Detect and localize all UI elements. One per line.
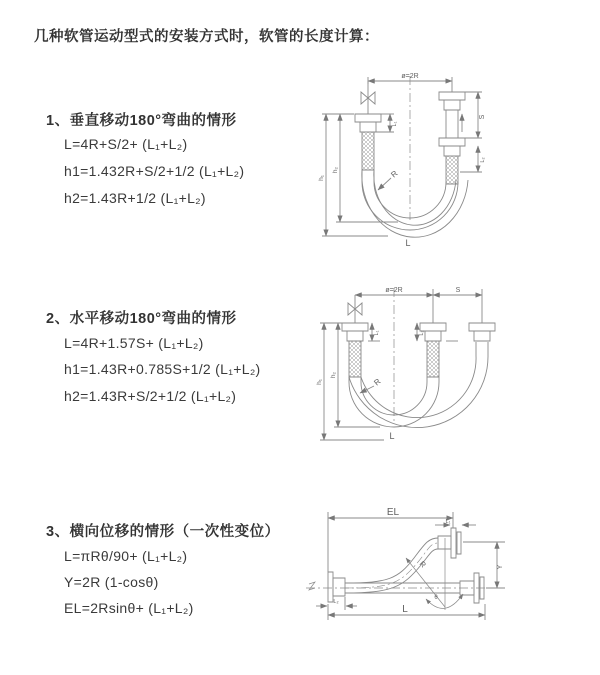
end-top-label: L₁ [445,519,451,525]
middle-flange-neck [425,331,441,341]
centerline-break-mark [309,582,315,590]
left-braid-section [362,132,374,170]
section-1-formula-h2: h2=1.43R+1/2 (L₁+L₂) [64,190,206,206]
section-2-formula-h2: h2=1.43R+S/2+1/2 (L₁+L₂) [64,388,237,404]
stroke-label: S [479,114,486,120]
section-3-formula-Y: Y=2R (1-cosθ) [64,574,159,590]
hose-displaced-inner-wall [374,170,456,225]
length-label: L [389,431,395,441]
page-title: 几种软管运动型式的安装方式时，软管的长度计算： [34,29,379,45]
el-label: EL [386,507,400,518]
hose-displaced-outer-wall [349,342,488,428]
section-1-formula-h1: h1=1.432R+S/2+1/2 (L₁+L₂) [64,163,245,179]
right-braid-section [446,156,458,184]
end2-label: L₂ [480,157,486,163]
right-lower-flange-neck [444,146,460,156]
right-flange [469,323,495,331]
diagram-vertical-180-bend [318,70,568,262]
span-label: ø=2R [385,287,403,294]
right-lower-flange [439,138,465,146]
top-flange [451,528,456,558]
angle-label: θ [434,595,438,601]
diagram-horizontal-180-bend [312,282,597,457]
right-flange-neck [474,331,490,341]
section-1-formula-L: L=4R+S/2+ (L₁+L₂) [64,136,188,152]
top-flange-plate [457,532,461,554]
offset-label: Y [497,564,504,570]
radius-label: R [417,559,428,570]
top-flange-neck [438,536,451,549]
length-label: L [405,238,411,248]
section-2-heading: 2、水平移动180°弯曲的情形 [46,311,237,327]
left-flange-neck [347,331,363,341]
left-braid-section [349,341,361,377]
h1-label: h₁ [316,379,323,385]
right-upper-flange [439,92,465,100]
stroke-label: S [455,287,461,294]
left-flange [328,572,333,602]
end1-label: L₁ [392,121,398,127]
radius-label: R [389,168,400,180]
left-flange-neck [333,578,345,596]
radius-label: R [372,376,383,388]
section-1-heading: 1、垂直移动180°弯曲的情形 [46,113,237,129]
displaced-hose-lower-wall [345,549,438,593]
section-3-heading: 3、横向位移的情形（一次性变位） [46,524,280,540]
section-2-formula-h1: h1=1.43R+0.785S+1/2 (L₁+L₂) [64,361,261,377]
end1-label: L₁ [374,330,380,336]
length-label: L [402,604,408,615]
diagram-lateral-displacement [300,498,600,648]
left-flange [342,323,368,331]
end-left-label: L₂ [333,599,339,605]
radius-arrow [378,178,391,190]
h2-label: h₂ [332,166,339,174]
h1-label: h₁ [318,175,325,181]
left-flange-neck [360,122,376,132]
section-2-formula-L: L=4R+1.57S+ (L₁+L₂) [64,335,204,351]
span-label: ø=2R [401,73,419,80]
left-flange [355,114,381,122]
radius-construction-line [406,558,445,607]
middle-braid-section [427,341,439,377]
section-3-formula-EL: EL=2Rsinθ+ (L₁+L₂) [64,600,194,616]
h2-label: h₂ [330,371,337,379]
middle-flange [420,323,446,331]
right-upper-flange-neck [444,100,460,110]
section-3-formula-L: L=πRθ/90+ (L₁+L₂) [64,548,188,564]
end2-label: L₂ [419,330,425,336]
hose-inner-wall [374,170,446,218]
